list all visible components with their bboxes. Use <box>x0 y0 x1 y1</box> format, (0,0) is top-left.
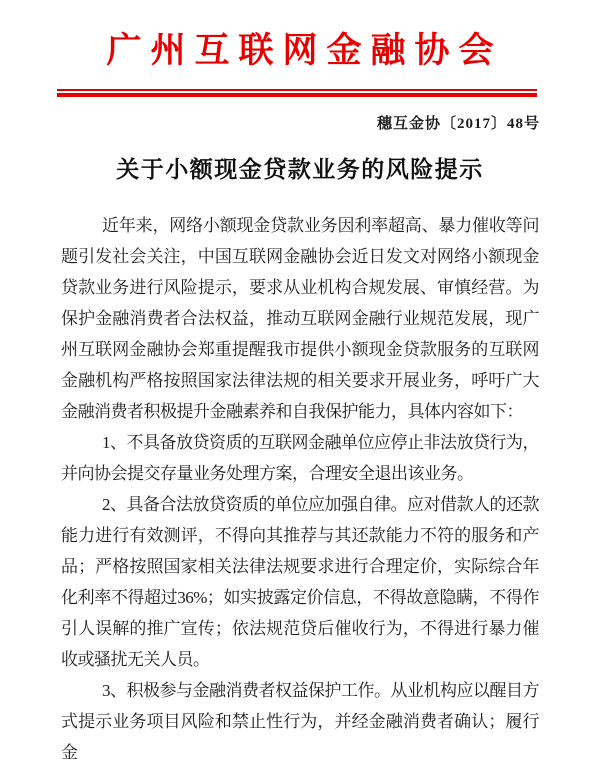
body-paragraph-item-3: 3、积极参与金融消费者权益保护工作。从业机构应以醒目方式提示业务项目风险和禁止性行为，并经金融消费者确认；履行金 <box>61 681 539 762</box>
body-paragraph-item-2: 2、具备合法放贷资质的单位应加强自律。应对借款人的还款能力进行有效测评，不得向其推荐与其还款能力不符的服务和产品；严格按照国家相关法律法规要求进行合理定价，实际综合年化利率不得超过36%；如实披露定价信息，不得故意隐瞒，不得作引人误解的推广宣传；依法规范贷后催收行为，不得进行暴力催收或骚扰无关人员。 <box>61 495 539 669</box>
red-divider <box>57 89 537 97</box>
body-paragraph-item-1: 1、不具备放贷资质的互联网金融单位应停止非法放贷行为，并向协会提交存量业务处理方案，合理安全退出该业务。 <box>61 433 539 483</box>
document-body <box>61 210 539 765</box>
org-name-header: 广州互联网金融协会 <box>106 31 503 70</box>
document-title: 关于小额现金贷款业务的风险提示 <box>116 157 484 182</box>
red-divider-thin-line <box>57 89 537 91</box>
red-divider-thick-line <box>57 93 537 97</box>
body-paragraph-intro: 近年来，网络小额现金贷款业务因利率超高、暴力催收等问题引发社会关注，中国互联网金融协会近日发文对网络小额现金贷款业务进行风险提示，要求从业机构合规发展、审慎经营。为保护金融消费者合法权益，推动互联网金融行业规范发展，现广州互联网金融协会郑重提醒我市提供小额现金贷款服务的互联网金融机构严格按照国家法律法规的相关要求开展业务，呼吁广大金融消费者积极提升金融素养和自我保护能力，具体内容如下： <box>61 216 539 421</box>
doc-number: 穗互金协〔2017〕48号 <box>376 116 540 132</box>
